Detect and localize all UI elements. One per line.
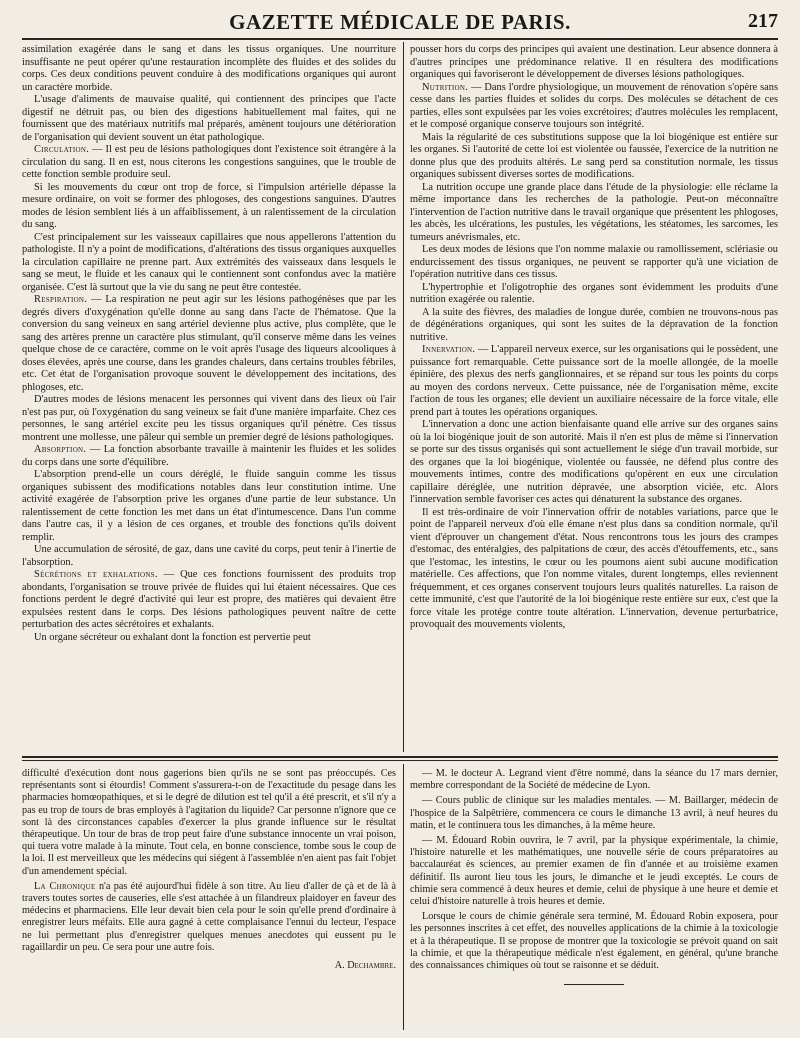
section-heading: Absorption. <box>34 444 87 455</box>
article-paragraph <box>22 632 396 645</box>
column-divider <box>403 42 404 752</box>
paragraph-text: L'usage d'aliments de mauvaise qualité, qui contiennent des principes que l'acte digestif ne détruit pas, ou bien des digestions habituellement mal faites, qui ne fournissent que des matériaux nutritifs mal préparés, amènent toujours une détérioration de l'organisation qui devient souvent un état pathologique. <box>22 94 396 143</box>
page-number: 217 <box>748 10 778 32</box>
paragraph-text: assimilation exagérée dans le sang et dans les tissus organiques. Une nourriture insuffisante ne peut opérer qu'une restauration incomplète des fluides et des solides du corps. Ces deux conditions peuvent conduire à des modifications organiques qui auront un caractère morbide. <box>22 44 396 93</box>
paragraph-text: — L'appareil nerveux exerce, sur les organisations qui le possèdent, une puissance fort remarquable. Cette puissance sort de la moelle allongée, de la moelle épinière, des plexus des nerfs ganglionnaires, et se répand sur tous les points du corps au moyen des cordons nerveux. Cette puissance, née de l'organisation même, excite l'action de tous les organes; elle devient un auxiliaire nécessaire de la force vitale, elle prend part à toutes les opérations organiques. <box>410 344 778 418</box>
article-paragraph <box>22 294 396 394</box>
paragraph-text: A la suite des fièvres, des maladies de longue durée, combien ne trouvons-nous pas de dégénérations organiques, qui sont les suites de la dépravation de la fonction nutritive. <box>410 306 778 343</box>
paragraph-text: pousser hors du corps des principes qui avaient une destination. Leur absence donnera à d'autres principes une prédominance relative. Il en résultera des modifications organiques qui favoriseront le développement de diverses lésions pathologiques. <box>410 44 778 80</box>
feuilleton-rule-bottom <box>22 760 778 761</box>
paragraph-text: L'hypertrophie et l'oligotrophie des organes sont évidemment les produits d'une nutrition exagérée ou ralentie. <box>410 281 778 305</box>
section-heading: Circulation. <box>34 144 90 155</box>
paragraph-text: — Dans l'ordre physiologique, un mouvement de rénovation s'opère sans cesse dans les parties fluides et solides du corps. Des molécules se détachent de ces parties, elles sont expulsées par les voies excrétoires; d'autres molécules les remplacent, et le composé organique conserve toujours son intégrité. <box>410 81 778 130</box>
feuilleton-paragraph <box>22 768 396 878</box>
paragraph-text: Les deux modes de lésions que l'on nomme malaxie ou ramollissement, sclériasie ou endurcissement des tissus organiques, ne peuvent se rapporter qu'à une viciation de l'opération nutritive dans ces tissus. <box>410 244 778 280</box>
paragraph-text: D'autres modes de lésions menacent les personnes qui vivent dans des lieux où l'air n'est pas pur, où l'oxygénation du sang veineux se fait d'une manière imparfaite. Chez ces personnes, le sang artériel excite peu les tissus organiques qu'il pénètre. Ces tissus montrent une mollesse, une pâleur qui semble un premier degré de lésions pathologiques. <box>22 394 396 443</box>
section-heading: Nutrition. <box>422 81 469 93</box>
article-paragraph <box>22 94 396 144</box>
article-paragraph <box>410 44 778 82</box>
feuilleton-divider <box>403 764 404 1030</box>
article-paragraph <box>410 344 778 419</box>
page-header <box>22 10 778 38</box>
paragraph-text: — Que ces fonctions fournissent des produits trop abondants, l'organisation se trouve privée de fluides qui lui étaient nécessaires. Que ces fonctions perdent le degré d'activité qui leur est propre, des matières qui devaient être expulsées restent dans le corps. Des lésions pathologiques peuvent naître de cette perturbation des actes sécrétoires et exhalants. <box>22 569 396 630</box>
paragraph-text: — M. Édouard Robin ouvrira, le 7 avril, par la physique expérimentale, la chimie, l'histoire naturelle et les mathématiques, une nouvelle série de cours préparatoires au baccalauréat ès sciences, au premier examen de fin d'année et au troisième examen définitif. Ils auront lieu tous les jours, le dimanche et le jeudi exceptés. Le cours de chimie sera commencé à deux heures et demie, celui de physique à une heure et demie et celui d'histoire naturelle à trois heures et demie. <box>410 835 778 908</box>
journal-title: GAZETTE MÉDICALE DE PARIS. <box>229 10 571 34</box>
article-paragraph <box>22 544 396 569</box>
paragraph-text: L'absorption prend-elle un cours déréglé, le fluide sanguin comme les tissus organiques subissent des modifications notables dans leur constitution intime. Une activité exagérée de l'absorption prive les organes d'une partie de leur substance. Un ralentissement de cette fonction les met dans un état d'intumescence. Dans l'un comme dans l'autre cas, il y a lésion de ces organes, et trouble des fonctions qu'ils doivent remplir. <box>22 469 396 543</box>
section-heading: Sécrétions et exhalations. <box>34 569 158 580</box>
paragraph-text: Un organe sécréteur ou exhalant dont la fonction est pervertie peut <box>34 631 311 643</box>
paragraph-text: L'innervation a donc une action bienfaisante quand elle arrive sur des organes sains où la loi biogénique jouit de son autorité. Mais il n'en est plus de même si l'innervation se porte sur des tissus organisés qui sont actuellement le siége d'un travail morbide, sur des organes que la loi biogénique, violentée ou faussée, ne défend plus contre des mouvements intimes, contre des modifications qu'opèrent en eux une circulation capillaire déréglée, une nutrition dépravée, une absorption viciée, etc. Alors l'innervation semble favoriser ces actes qui dénaturent la substance des organes. <box>410 419 778 505</box>
article-paragraph <box>22 469 396 544</box>
paragraph-text: Lorsque le cours de chimie générale sera terminé, M. Édouard Robin exposera, pour les personnes inscrites à cet effet, des nouvelles applications de la chimie à la toxicologie et à la thérapeutique. Il se propose de montrer que la toxicologie se prévoit quand on sait la chimie, et que la thérapeutique médicale n'est également, en général, qu'une branche des connaissances chimiques où tout se raisonne et se déduit. <box>410 911 778 972</box>
section-heading: La Chronique <box>34 880 96 892</box>
feuilleton-column-right <box>410 768 778 1028</box>
paragraph-text: Mais la régularité de ces substitutions suppose que la loi biogénique est entière sur les organes. Si l'autorité de cette loi est violentée ou faussée, l'exercice de la nutrition ne donne plus que des produits altérés. Le sang perd sa constitution normale, les tissus organiques subissent diverses sortes de modifications. <box>410 131 778 180</box>
article-paragraph <box>22 232 396 295</box>
paragraph-text: — M. le docteur A. Legrand vient d'être nommé, dans la séance du 17 mars dernier, membre correspondant de la Société de médecine de Lyon. <box>410 768 778 792</box>
article-paragraph <box>410 244 778 282</box>
article-paragraph <box>410 182 778 245</box>
paragraph-text: La nutrition occupe une grande place dans l'étude de la physiologie: elle réclame la même importance dans les recherches de la pathologie. Peut-on méconnaître l'intervention de l'action nutritive dans le travail organique que présentent les phlogoses, les abcès, les ulcérations, les pustules, les végétations, les stéatomes, les sarcomes, les tumeurs anévrismales, etc. <box>410 181 778 243</box>
paragraph-text: — Il est peu de lésions pathologiques dont l'existence soit étrangère à la circulation du sang. Il en est, nous citerons les congestions sanguines, que le trouble de cette fonction semble produire seul. <box>22 144 396 180</box>
paragraph-text: — Cours public de clinique sur les maladies mentales. — M. Baillarger, médecin de l'hospice de la Salpêtrière, commencera ce cours le dimanche 13 avril, à neuf heures du matin, et le continuera tous les dimanches, à la même heure. <box>410 795 778 831</box>
news-item <box>410 835 778 908</box>
feuilleton-rule-top <box>22 756 778 758</box>
article-paragraph <box>410 507 778 632</box>
paragraph-text: — La respiration ne peut agir sur les lésions pathogénèses que par les degrés divers d'oxygénation qu'elle donne au sang dans l'acte de l'hématose. Que la conversion du sang veineux en sang artériel devienne plus active, plus complète, que le sang des artères prenne un caractère plus stimulant, qu'il conserve même dans les veines quelque chose de ce caractère, comme on le voit après l'usage des liqueurs alcooliques à doses élevées, après une course, dans les grandes chaleurs, dans certains troubles fébriles, etc. Cet état de l'organisation provoque souvent le développement des incitations, des phlogoses, etc. <box>22 294 396 393</box>
end-rule <box>564 984 624 985</box>
article-paragraph <box>410 82 778 132</box>
paragraph-text: Une accumulation de sérosité, de gaz, dans une cavité du corps, peut tenir à l'inertie de l'absorption. <box>22 544 396 568</box>
paragraph-text: Si les mouvements du cœur ont trop de force, si l'impulsion artérielle dépasse la mesure ordinaire, on voit se former des phlogoses, des congestions sanguines. D'autres modes de lésion semblent liés à un affaiblissement, à un ralentissement de la circulation du sang. <box>22 181 396 230</box>
article-column-right <box>410 44 778 752</box>
article-paragraph <box>22 144 396 182</box>
section-heading: Respiration. <box>34 294 88 305</box>
paragraph-text: n'a pas été aujourd'hui fidèle à son titre. Au lieu d'aller de çà et de là à travers toutes sortes de causeries, elle s'est attachée à un filandreux plaidoyer en faveur des médecins et pharmaciens. Elle leur devait bien cela pour le soin qu'elle prend d'ordinaire à enregistrer leurs méfaits. Elle aura gagné à cette complaisance l'ennui du lecteur, l'espace ne lui permettant plus d'enregistrer quelques menues anecdotes qui eussent pu le ragaillardir un peu. Ce sera pour une autre fois. <box>22 880 396 953</box>
paragraph-text: difficulté d'exécution dont nous gagerions bien qu'ils ne se sont pas préoccupés. Ces représentants sont si étourdis! Comment s'assurera-t-on de l'exactitude du pesage dans les pharmacies homœopathiques, et si le degré de dilution est tel qu'il a été prescrit, et s'il n'y a pas eu trop de tours de bras employés à l'agitation du liquide? Car personne n'ignore que ce sont là des circonstances capables d'exercer la plus grande influence sur le résultat thérapeutique. Un tour de bras de trop peut faire d'une substance innocente un vrai poison, qui tuera votre malade à la minute. Tout cela, en bonne conscience, tombe sous le coup de la loi. Il est merveilleux que les médecins qui siégent à l'assemblée n'en aient pas fait l'objet d'un amendement spécial. <box>22 768 396 877</box>
article-paragraph <box>22 394 396 444</box>
section-heading: Innervation. <box>422 344 476 355</box>
article-paragraph <box>22 182 396 232</box>
feuilleton-column-left <box>22 768 396 1028</box>
author-signature: A. Dechambre. <box>334 960 396 972</box>
news-item <box>410 911 778 972</box>
article-paragraph <box>22 444 396 469</box>
feuilleton-paragraph <box>22 881 396 954</box>
paragraph-text: Il est très-ordinaire de voir l'innervation offrir de notables variations, parce que le point de l'appareil nerveux d'où elle émane n'est plus dans sa condition normale, qu'il vient d'éprouver un changement d'état. Nous rencontrons tous les jours des crampes d'estomac, des entéralgies, des palpitations de cœur, des accès d'étouffements, etc., sans que l'estomac, les intestins, le cœur ou les poumons aient subi aucune modification matérielle. Ces affections, que l'on nomme vitales, durent longtemps, elles reviennent fréquemment, et ces organes conservent toujours leurs qualités naturelles. La raison de cette immunité, c'est que l'autorité de la loi biogénique reste entière sur eux, c'est que la force vitale les protége contre toute altération. L'innervation, devenue perturbatrice, provoquait des mouvements violents, <box>410 506 778 630</box>
article-paragraph <box>410 307 778 345</box>
news-item <box>410 795 778 832</box>
article-paragraph <box>410 282 778 307</box>
paragraph-text: C'est principalement sur les vaisseaux capillaires que nous appellerons l'attention du pathologiste. Il n'y a point de modifications, d'altérations des tissus organiques auxquelles la circulation capillaire ne prenne part. Aux extrémités des vaisseaux dans lesquels le sang se meut, le fluide et les canaux qui le contiennent sont confondus avec la matière organisée. C'est là surtout que la vie du sang ne peut être contestée. <box>22 231 396 293</box>
article-paragraph <box>22 569 396 632</box>
article-paragraph <box>22 44 396 94</box>
article-paragraph <box>410 419 778 507</box>
header-rule <box>22 38 778 40</box>
news-item <box>410 768 778 792</box>
article-paragraph <box>410 132 778 182</box>
paragraph-text: — La fonction absorbante travaille à maintenir les fluides et les solides du corps dans une sorte d'équilibre. <box>22 444 396 468</box>
article-column-left <box>22 44 396 752</box>
